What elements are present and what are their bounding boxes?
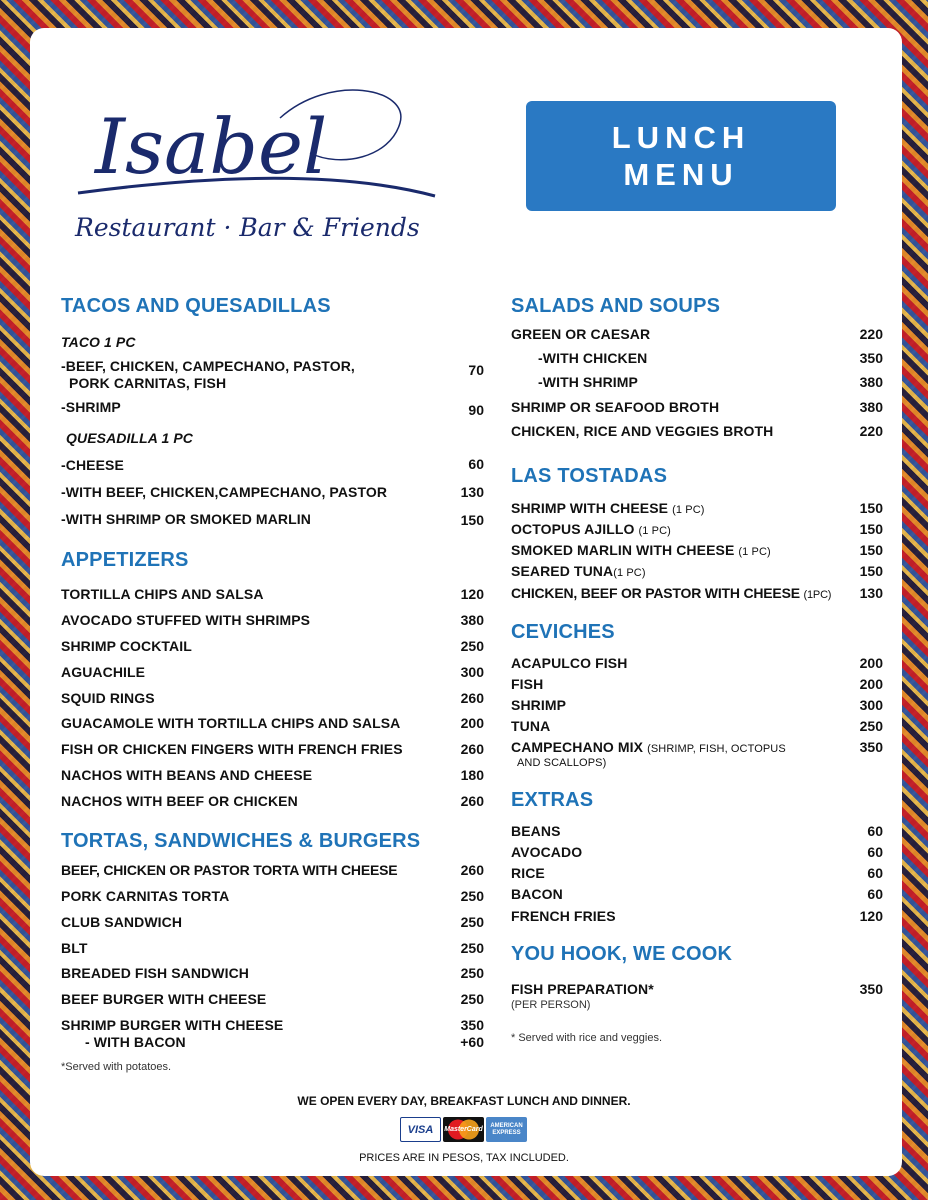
section-extras-title: EXTRAS [511, 789, 594, 811]
per-person-note: (PER PERSON) [511, 999, 591, 1011]
item-price: +60 [460, 1034, 484, 1050]
menu-item: SEARED TUNA(1 PC) [511, 563, 646, 579]
item-price: 260 [460, 741, 484, 757]
header-line1: LUNCH [611, 120, 751, 155]
item-price: 120 [460, 586, 484, 602]
menu-item: CLUB SANDWICH [61, 914, 183, 930]
item-price: 90 [468, 402, 484, 418]
menu-item: NACHOS WITH BEEF OR CHICKEN [61, 793, 298, 809]
item-price: 200 [859, 655, 883, 671]
hours-notice: WE OPEN EVERY DAY, BREAKFAST LUNCH AND DINNER. [297, 1094, 631, 1108]
taco-subheading: TACO 1 PC [61, 334, 136, 350]
item-price: 60 [867, 865, 883, 881]
brand-name: Isabel [95, 102, 328, 191]
item-price: 60 [468, 456, 484, 472]
item-price: 300 [460, 664, 484, 680]
menu-item: SHRIMP OR SEAFOOD BROTH [511, 399, 720, 415]
section-tortas-title: TORTAS, SANDWICHES & BURGERS [61, 830, 421, 852]
item-price: 200 [859, 676, 883, 692]
menu-item: TUNA [511, 718, 551, 734]
menu-item: GUACAMOLE WITH TORTILLA CHIPS AND SALSA [61, 715, 401, 731]
mastercard-icon: MasterCard [443, 1117, 484, 1142]
item-price: 260 [460, 793, 484, 809]
menu-item: AVOCADO STUFFED WITH SHRIMPS [61, 612, 311, 628]
menu-item: FRENCH FRIES [511, 908, 616, 924]
item-price: 150 [859, 521, 883, 537]
tortas-note: *Served with potatoes. [61, 1061, 172, 1073]
brand-tagline: Restaurant · Bar & Friends [75, 213, 420, 242]
isabel-logo [70, 78, 440, 253]
item-price: 60 [867, 823, 883, 839]
item-price: 150 [460, 512, 484, 528]
menu-item: BEANS [511, 823, 561, 839]
menu-item: -BEEF, CHICKEN, CAMPECHANO, PASTOR, [61, 358, 355, 374]
menu-item: NACHOS WITH BEANS AND CHEESE [61, 767, 313, 783]
menu-item: - WITH BACON [85, 1034, 186, 1050]
item-price: 220 [859, 326, 883, 342]
item-price: 60 [867, 886, 883, 902]
section-hook-title: YOU HOOK, WE COOK [511, 943, 733, 965]
item-price: 260 [460, 690, 484, 706]
menu-item: RICE [511, 865, 545, 881]
menu-item: OCTOPUS AJILLO (1 PC) [511, 521, 671, 537]
item-price: 260 [460, 862, 484, 878]
item-price: 60 [867, 844, 883, 860]
menu-item: SHRIMP [511, 697, 567, 713]
item-price: 150 [859, 542, 883, 558]
item-price: 150 [859, 563, 883, 579]
item-price: 300 [859, 697, 883, 713]
menu-item: CHICKEN, RICE AND VEGGIES BROTH [511, 423, 774, 439]
section-salads-title: SALADS AND SOUPS [511, 295, 721, 317]
menu-item: BACON [511, 886, 563, 902]
menu-item: BREADED FISH SANDWICH [61, 965, 249, 981]
menu-item: PORK CARNITAS, FISH [69, 375, 227, 391]
item-price: 180 [460, 767, 484, 783]
menu-item: ACAPULCO FISH [511, 655, 628, 671]
section-tostadas-title: LAS TOSTADAS [511, 465, 668, 487]
payment-cards [400, 1117, 527, 1142]
menu-item: CHICKEN, BEEF OR PASTOR WITH CHEESE (1PC) [511, 585, 832, 601]
item-price: 250 [460, 638, 484, 654]
section-tacos-title: TACOS AND QUESADILLAS [61, 295, 331, 317]
item-price: 250 [460, 991, 484, 1007]
item-price: 250 [460, 914, 484, 930]
item-price: 200 [460, 715, 484, 731]
menu-item: TORTILLA CHIPS AND SALSA [61, 586, 264, 602]
item-price: 250 [460, 888, 484, 904]
menu-item: FISH PREPARATION* [511, 981, 654, 997]
menu-item: SQUID RINGS [61, 690, 155, 706]
amex-card-icon: AMERICAN EXPRESS [486, 1117, 527, 1142]
menu-item: SHRIMP COCKTAIL [61, 638, 192, 654]
menu-item: PORK CARNITAS TORTA [61, 888, 230, 904]
visa-card-icon: VISA [400, 1117, 441, 1142]
menu-item: BLT [61, 940, 88, 956]
section-ceviches-title: CEVICHES [511, 621, 615, 643]
menu-item: -WITH SHRIMP OR SMOKED MARLIN [61, 511, 311, 527]
menu-item: SMOKED MARLIN WITH CHEESE (1 PC) [511, 542, 771, 558]
item-price: 350 [460, 1017, 484, 1033]
menu-item: -WITH BEEF, CHICKEN,CAMPECHANO, PASTOR [61, 484, 388, 500]
menu-item: SHRIMP BURGER WITH CHEESE [61, 1017, 284, 1033]
item-price: 250 [859, 718, 883, 734]
menu-item: -CHEESE [61, 457, 124, 473]
item-price: 350 [859, 981, 883, 997]
menu-item: -WITH CHICKEN [538, 350, 648, 366]
menu-item: SHRIMP WITH CHEESE (1 PC) [511, 500, 705, 516]
item-price: 250 [460, 965, 484, 981]
item-price: 150 [859, 500, 883, 516]
item-price: 120 [859, 908, 883, 924]
menu-item: AVOCADO [511, 844, 583, 860]
item-price: 220 [859, 423, 883, 439]
menu-item: AGUACHILE [61, 664, 146, 680]
menu-item: BEEF BURGER WITH CHEESE [61, 991, 267, 1007]
menu-item-note: AND SCALLOPS) [517, 757, 607, 769]
item-price: 70 [468, 362, 484, 378]
menu-item: -SHRIMP [61, 399, 121, 415]
item-price: 250 [460, 940, 484, 956]
lunch-menu-header [526, 101, 836, 211]
item-price: 380 [460, 612, 484, 628]
item-price: 380 [859, 374, 883, 390]
prices-notice: PRICES ARE IN PESOS, TAX INCLUDED. [359, 1152, 569, 1164]
quesadilla-subheading: QUESADILLA 1 PC [66, 430, 193, 446]
item-price: 350 [859, 350, 883, 366]
menu-item: FISH [511, 676, 544, 692]
hook-note: * Served with rice and veggies. [511, 1032, 663, 1044]
menu-item: CAMPECHANO MIX (SHRIMP, FISH, OCTOPUS [511, 739, 786, 755]
item-price: 130 [460, 484, 484, 500]
item-price: 350 [859, 739, 883, 755]
section-appetizers-title: APPETIZERS [61, 549, 189, 571]
item-price: 130 [859, 585, 883, 601]
item-price: 380 [859, 399, 883, 415]
menu-item: GREEN OR CAESAR [511, 326, 651, 342]
menu-item: FISH OR CHICKEN FINGERS WITH FRENCH FRIES [61, 741, 403, 757]
menu-item: BEEF, CHICKEN OR PASTOR TORTA WITH CHEESE [61, 862, 398, 878]
menu-item: -WITH SHRIMP [538, 374, 638, 390]
header-line2: MENU [623, 157, 739, 192]
